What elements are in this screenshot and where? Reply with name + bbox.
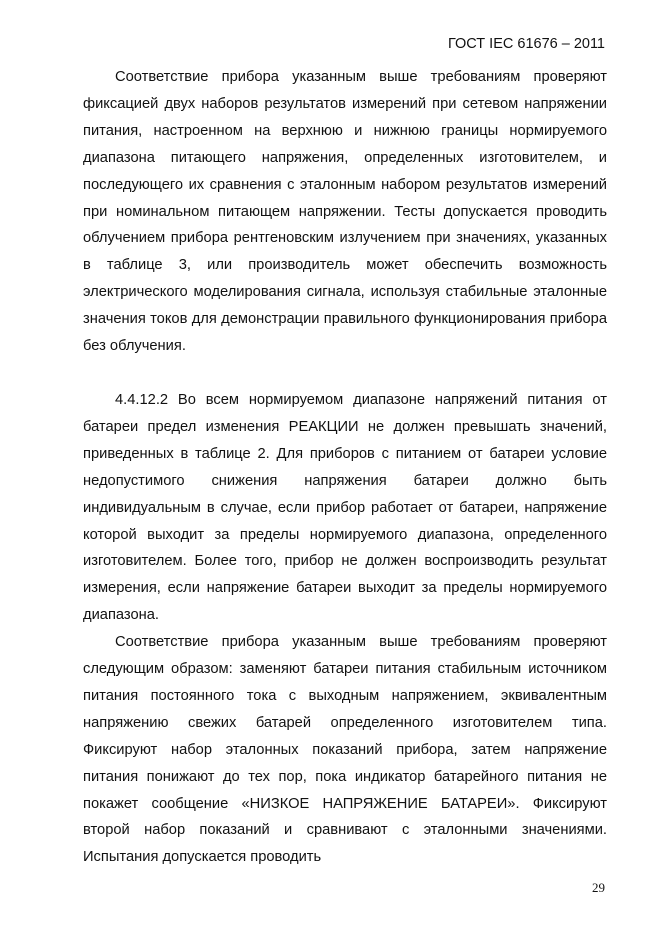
- paragraph-compliance-battery: Соответствие прибора указанным выше требованиям проверяют следующим образом: заменяют батареи питания стабильным источником питания постоянного тока с выходным напряжением, эквивалентным напряжению свежих батарей определенного изготовителем типа. Фиксируют набор эталонных показаний прибора, затем напряжение питания понижают до тех пор, пока индикатор батарейного питания не покажет сообщение «НИЗКОЕ НАПРЯЖЕНИЕ БАТАРЕИ». Фиксируют второй набор показаний и сравнивают с эталонными значениями. Испытания допускается проводить: [83, 634, 607, 866]
- paragraph-compliance-mains: Соответствие прибора указанным выше требованиям проверяют фиксацией двух наборов результатов измерений при сетевом напряжении питания, настроенном на верхнюю и нижнюю границы нормируемого диапазона питающего напряжения, определенных изготовителем, и последующего их сравнения с эталонным набором результатов измерений при номинальном питающем напряжении. Тесты допускается проводить облучением прибора рентгеновским излучением при значениях, указанных в таблице 3, или производитель может обеспечить возможность электрического моделирования сигнала, используя стабильные эталонные значения токов для демонстрации правильного функционирования прибора без облучения.: [83, 69, 607, 355]
- paragraph-4-4-12-2: 4.4.12.2 Во всем нормируемом диапазоне напряжений питания от батареи предел изменения РЕАКЦИИ не должен превышать значений, приведенных в таблице 2. Для приборов с питанием от батареи условие недопустимого снижения напряжения батареи должно быть индивидуальным в случае, если прибор работает от батареи, напряжение которой выходит за пределы нормируемого диапазона, определенного изготовителем. Более того, прибор не должен воспроизводить результат измерения, если напряжение батареи выходит за пределы нормируемого диапазона.: [83, 391, 607, 624]
- page-number: 29: [592, 880, 605, 895]
- page-body: [83, 64, 607, 871]
- document-header-code: ГОСТ IEC 61676 – 2011: [447, 36, 605, 52]
